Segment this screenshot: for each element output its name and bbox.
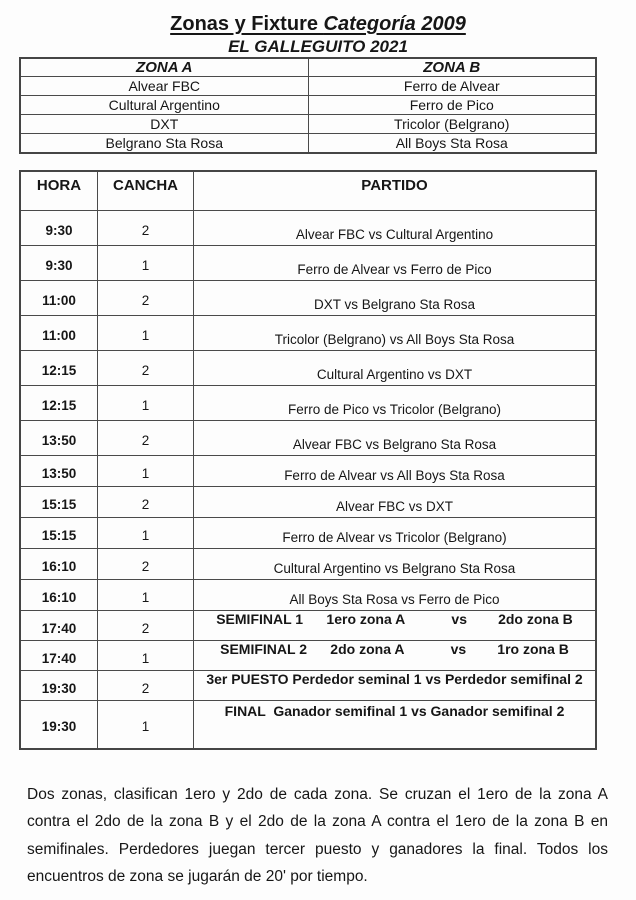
zones-row: [20, 115, 596, 134]
fixture-row: [21, 385, 595, 420]
hora-cell: 15:15: [41, 496, 77, 512]
zone-b-team: Tricolor (Belgrano): [308, 115, 596, 134]
cancha-cell: 2: [97, 281, 193, 315]
partido-cell: FINAL Ganador semifinal 1 vs Ganador semifinal 2: [193, 701, 595, 748]
fixture-row: [21, 350, 595, 385]
cancha-cell: 1: [97, 580, 193, 610]
hora-cell: 9:30: [45, 222, 73, 238]
partido-cell: SEMIFINAL 1 1ero zona A vs 2do zona B: [193, 611, 595, 640]
cancha-cell: 1: [97, 316, 193, 350]
zone-b-team: All Boys Sta Rosa: [308, 134, 596, 153]
fixture-row-semifinal-2: [21, 640, 595, 670]
partido-cell: Alvear FBC vs Cultural Argentino: [193, 211, 595, 245]
zone-a-team: Alvear FBC: [20, 77, 308, 96]
partido-cell: Ferro de Alvear vs Ferro de Pico: [193, 246, 595, 280]
hora-cell: 16:10: [41, 589, 77, 605]
fixture-row-final: [21, 700, 595, 748]
hora-cell: 13:50: [41, 465, 77, 481]
hora-cell: 12:15: [41, 397, 77, 413]
partido-cell: Cultural Argentino vs Belgrano Sta Rosa: [193, 549, 595, 579]
cancha-cell: 1: [97, 641, 193, 670]
cancha-cell: 2: [97, 611, 193, 640]
fixture-row-tercer-puesto: [21, 670, 595, 700]
fixture-row: [21, 420, 595, 455]
cancha-header: CANCHA: [97, 172, 193, 210]
fixture-row: [21, 210, 595, 245]
hora-cell: 9:30: [45, 257, 73, 273]
fixture-row: [21, 486, 595, 517]
cancha-cell: 1: [97, 518, 193, 548]
fixture-row: [21, 455, 595, 486]
cancha-cell: 2: [97, 421, 193, 455]
cancha-cell: 2: [97, 487, 193, 517]
page-title: [0, 12, 636, 37]
hora-header: HORA: [36, 176, 82, 194]
fixture-header-row: [21, 172, 595, 210]
partido-cell: SEMIFINAL 2 2do zona A vs 1ro zona B: [193, 641, 595, 670]
zones-header-row: [20, 58, 596, 77]
fixture-row: [21, 315, 595, 350]
title-main: Zonas y Fixture: [170, 13, 324, 35]
partido-cell: Tricolor (Belgrano) vs All Boys Sta Rosa: [193, 316, 595, 350]
fixture-table: [19, 170, 597, 750]
footer-paragraph: Dos zonas, clasifican 1ero y 2do de cada zona. Se cruzan el 1ero de la zona A contra el 2do de la zona B y el 2do de la zona A contra el 1ero de la zona B en semifinales. Perdedores juegan tercer puesto y ganadores la final. Todos los encuentros de zona se jugarán de 20' por tiempo.: [27, 785, 608, 885]
zone-a-header: ZONA A: [20, 58, 308, 77]
fixture-row: [21, 245, 595, 280]
cancha-cell: 2: [97, 351, 193, 385]
title-category: Categoría 2009: [323, 13, 466, 35]
partido-cell: All Boys Sta Rosa vs Ferro de Pico: [193, 580, 595, 610]
hora-cell: 19:30: [41, 680, 77, 696]
hora-cell: 11:00: [42, 327, 76, 343]
fixture-row: [21, 517, 595, 548]
zones-table: [19, 57, 597, 154]
partido-cell: Ferro de Pico vs Tricolor (Belgrano): [193, 386, 595, 420]
partido-cell: Ferro de Alvear vs Tricolor (Belgrano): [193, 518, 595, 548]
page-subtitle: EL GALLEGUITO 2021: [228, 37, 408, 56]
partido-cell: Alvear FBC vs DXT: [193, 487, 595, 517]
partido-cell: Cultural Argentino vs DXT: [193, 351, 595, 385]
cancha-cell: 1: [97, 456, 193, 486]
zone-a-team: Belgrano Sta Rosa: [20, 134, 308, 153]
zone-a-team: DXT: [20, 115, 308, 134]
partido-cell: Alvear FBC vs Belgrano Sta Rosa: [193, 421, 595, 455]
hora-cell: 15:15: [41, 527, 77, 543]
zones-row: [20, 77, 596, 96]
hora-cell: 11:00: [42, 292, 76, 308]
hora-cell: 16:10: [41, 558, 77, 574]
fixture-row: [21, 548, 595, 579]
cancha-cell: 1: [97, 386, 193, 420]
partido-cell: Ferro de Alvear vs All Boys Sta Rosa: [193, 456, 595, 486]
cancha-cell: 1: [97, 701, 193, 748]
partido-header: PARTIDO: [193, 172, 595, 210]
hora-cell: 12:15: [41, 362, 77, 378]
hora-cell: 13:50: [41, 432, 77, 448]
cancha-cell: 2: [97, 671, 193, 700]
partido-cell: DXT vs Belgrano Sta Rosa: [193, 281, 595, 315]
hora-cell: 17:40: [41, 650, 77, 666]
hora-cell: 17:40: [41, 620, 77, 636]
zones-row: [20, 134, 596, 153]
zone-b-team: Ferro de Pico: [308, 96, 596, 115]
hora-cell: 19:30: [41, 718, 77, 734]
fixture-row-semifinal-1: [21, 610, 595, 640]
cancha-cell: 2: [97, 549, 193, 579]
partido-cell: 3er PUESTO Perdedor seminal 1 vs Perdedor semifinal 2: [193, 671, 595, 700]
fixture-row: [21, 280, 595, 315]
cancha-cell: 1: [97, 246, 193, 280]
fixture-row: [21, 579, 595, 610]
zone-b-header: ZONA B: [308, 58, 596, 77]
zone-b-team: Ferro de Alvear: [308, 77, 596, 96]
cancha-cell: 2: [97, 211, 193, 245]
zone-a-team: Cultural Argentino: [20, 96, 308, 115]
zones-row: [20, 96, 596, 115]
